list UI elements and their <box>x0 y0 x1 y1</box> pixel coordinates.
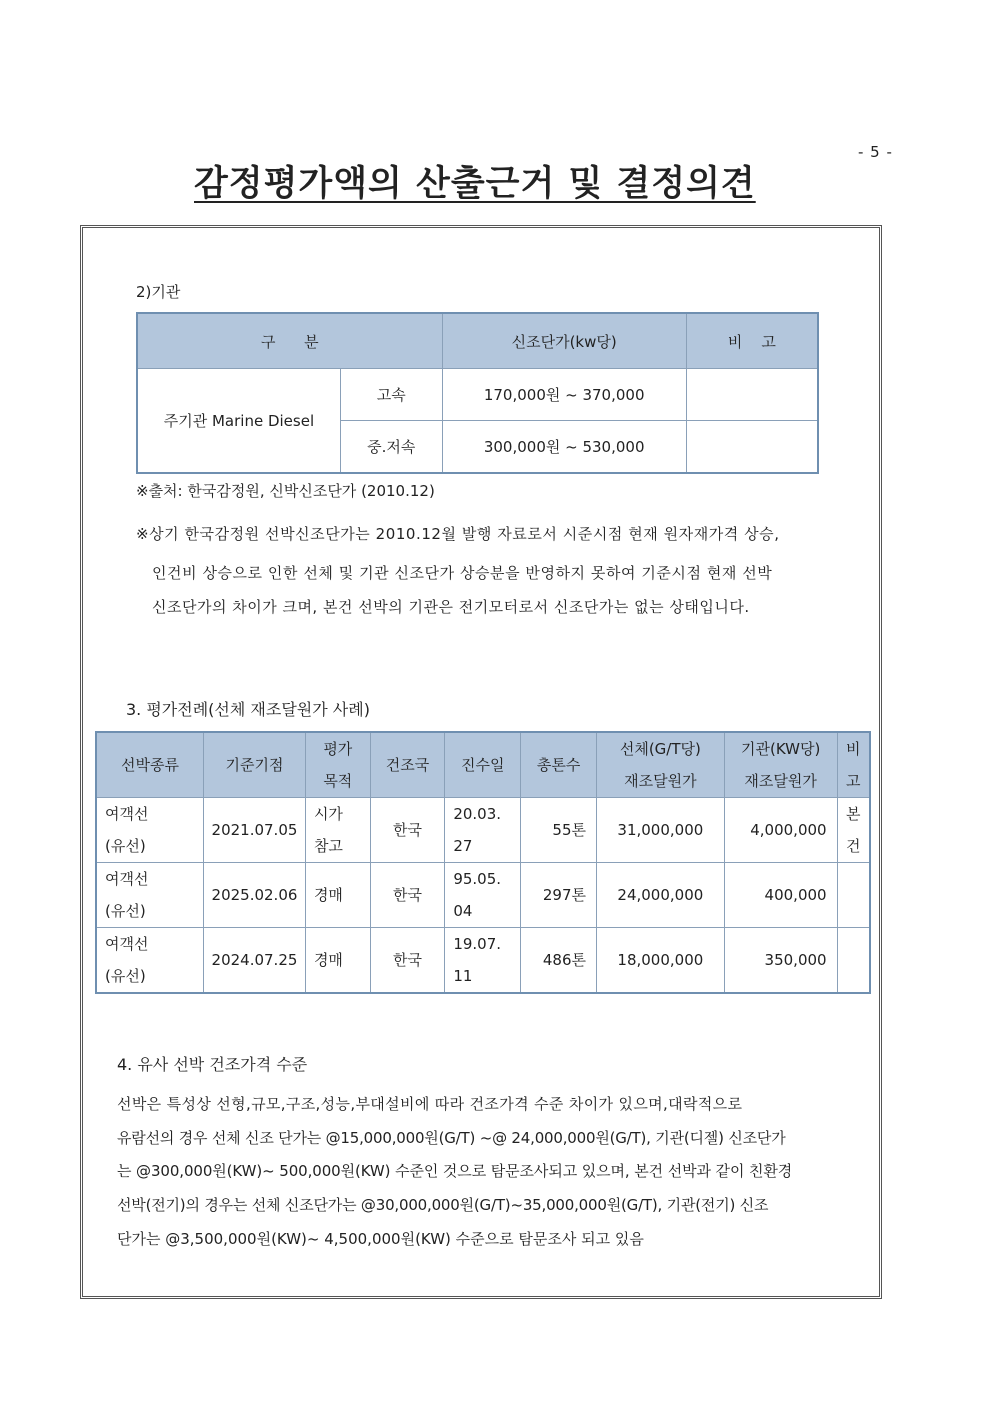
note-cell <box>837 798 870 863</box>
header-note-line1: 비 <box>846 740 861 758</box>
header-note <box>837 732 870 798</box>
similar-line-2: 유람선의 경우 선체 신조 단가는 @15,000,000원(G/T) ~@ 24,000,000원(G/T), 기관(디젤) 신조단가 <box>117 1129 786 1147</box>
header-engine <box>724 732 837 798</box>
launch-cell <box>445 798 521 863</box>
type-line2: (유선) <box>105 967 146 985</box>
source-note: ※출처: 한국감정원, 신박신조단가 (2010.12) <box>136 482 435 500</box>
header-purpose-line1: 평가 <box>323 740 353 758</box>
price-cell: 300,000원 ~ 530,000 <box>442 421 686 474</box>
page-title: 감정평가액의 산출근거 및 결정의견 <box>194 164 756 204</box>
header-country: 건조국 <box>370 732 445 798</box>
similar-line-3: 는 @300,000원(KW)~ 500,000원(KW) 수준인 것으로 탐문조사되고 있으며, 본건 선박과 같이 친환경 <box>117 1162 793 1180</box>
type-line1: 여객선 <box>105 805 149 823</box>
header-engine-line1: 기관(KW당) <box>741 740 821 758</box>
type-line2: (유선) <box>105 902 146 920</box>
precedent-heading: 3. 평가전례(선체 재조달원가 사례) <box>126 700 370 719</box>
header-tonnage: 총톤수 <box>521 732 597 798</box>
header-hull <box>596 732 724 798</box>
speed-cell: 고속 <box>340 369 442 421</box>
header-hull-line1: 선체(G/T당) <box>619 740 701 758</box>
header-note-line2: 고 <box>846 772 861 790</box>
price-cell: 170,000원 ~ 370,000 <box>442 369 686 421</box>
country-cell: 한국 <box>370 863 445 928</box>
launch-line2: 04 <box>453 902 473 920</box>
similar-line-4: 선박(전기)의 경우는 선체 신조단가는 @30,000,000원(G/T)~35,000,000원(G/T), 기관(전기) 신조 <box>117 1196 769 1214</box>
table-header-row <box>137 313 818 369</box>
note-line1: 본 <box>846 805 861 823</box>
table-row <box>96 798 870 863</box>
purpose-cell: 경매 <box>305 928 370 994</box>
type-cell <box>96 928 204 994</box>
table-header-row <box>96 732 870 798</box>
engine-cell: 400,000 <box>724 863 837 928</box>
note-cell <box>837 863 870 928</box>
similar-line-1: 선박은 특성상 선형,규모,구조,성능,부대설비에 따라 건조가격 수준 차이가 있으며,대락적으로 <box>117 1095 743 1113</box>
hull-cell: 31,000,000 <box>596 798 724 863</box>
header-note: 비 고 <box>686 313 818 369</box>
launch-line1: 19.07. <box>453 935 502 953</box>
header-type: 선박종류 <box>96 732 204 798</box>
similar-heading: 4. 유사 선박 건조가격 수준 <box>117 1055 308 1074</box>
table-row <box>96 863 870 928</box>
header-hull-line2: 재조달원가 <box>624 772 697 790</box>
launch-line2: 27 <box>453 837 473 855</box>
engine-heading: 2)기관 <box>136 283 181 301</box>
type-cell <box>96 863 204 928</box>
date-cell: 2021.07.05 <box>204 798 306 863</box>
header-purpose-line2: 목적 <box>323 772 353 790</box>
note-line-1: ※상기 한국감정원 선박신조단가는 2010.12월 발행 자료로서 시준시점 현재 원자재가격 상승, <box>136 525 780 543</box>
header-purpose <box>305 732 370 798</box>
date-cell: 2025.02.06 <box>204 863 306 928</box>
purpose-cell: 경매 <box>305 863 370 928</box>
type-line2: (유선) <box>105 837 146 855</box>
main-engine-label: 주기관 Marine Diesel <box>137 369 340 474</box>
page-number: - 5 - <box>858 143 893 161</box>
type-line1: 여객선 <box>105 870 149 888</box>
table-row <box>96 928 870 994</box>
header-price: 신조단가(kw당) <box>442 313 686 369</box>
table-row <box>137 369 818 421</box>
country-cell: 한국 <box>370 798 445 863</box>
tonnage-cell: 55톤 <box>521 798 597 863</box>
purpose-line2: 참고 <box>313 837 343 855</box>
hull-cell: 18,000,000 <box>596 928 724 994</box>
engine-cell: 350,000 <box>724 928 837 994</box>
type-line1: 여객선 <box>105 935 149 953</box>
header-category: 구 분 <box>137 313 442 369</box>
note-cell <box>686 421 818 474</box>
purpose-line1: 시가 <box>313 805 343 823</box>
header-launch: 진수일 <box>445 732 521 798</box>
engine-cell: 4,000,000 <box>724 798 837 863</box>
country-cell: 한국 <box>370 928 445 994</box>
header-engine-line2: 재조달원가 <box>744 772 817 790</box>
similar-line-5: 단가는 @3,500,000원(KW)~ 4,500,000원(KW) 수준으로 탐문조사 되고 있음 <box>117 1230 644 1248</box>
engine-price-table <box>136 312 819 474</box>
hull-cell: 24,000,000 <box>596 863 724 928</box>
launch-cell <box>445 863 521 928</box>
tonnage-cell: 297톤 <box>521 863 597 928</box>
note-line-2: 인건비 상승으로 인한 선체 및 기관 신조단가 상승분을 반영하지 못하여 기준시점 현재 선박 <box>152 564 773 582</box>
launch-line2: 11 <box>453 967 473 985</box>
date-cell: 2024.07.25 <box>204 928 306 994</box>
purpose-cell <box>305 798 370 863</box>
launch-cell <box>445 928 521 994</box>
launch-line1: 20.03. <box>453 805 502 823</box>
note-cell <box>686 369 818 421</box>
launch-line1: 95.05. <box>453 870 502 888</box>
note-line-3: 신조단가의 차이가 크며, 본건 선박의 기관은 전기모터로서 신조단가는 없는 상태입니다. <box>152 598 750 616</box>
type-cell <box>96 798 204 863</box>
speed-cell: 중.저속 <box>340 421 442 474</box>
note-line2: 건 <box>846 837 861 855</box>
header-date: 기준기점 <box>204 732 306 798</box>
tonnage-cell: 486톤 <box>521 928 597 994</box>
note-cell <box>837 928 870 994</box>
precedent-table <box>95 731 871 994</box>
